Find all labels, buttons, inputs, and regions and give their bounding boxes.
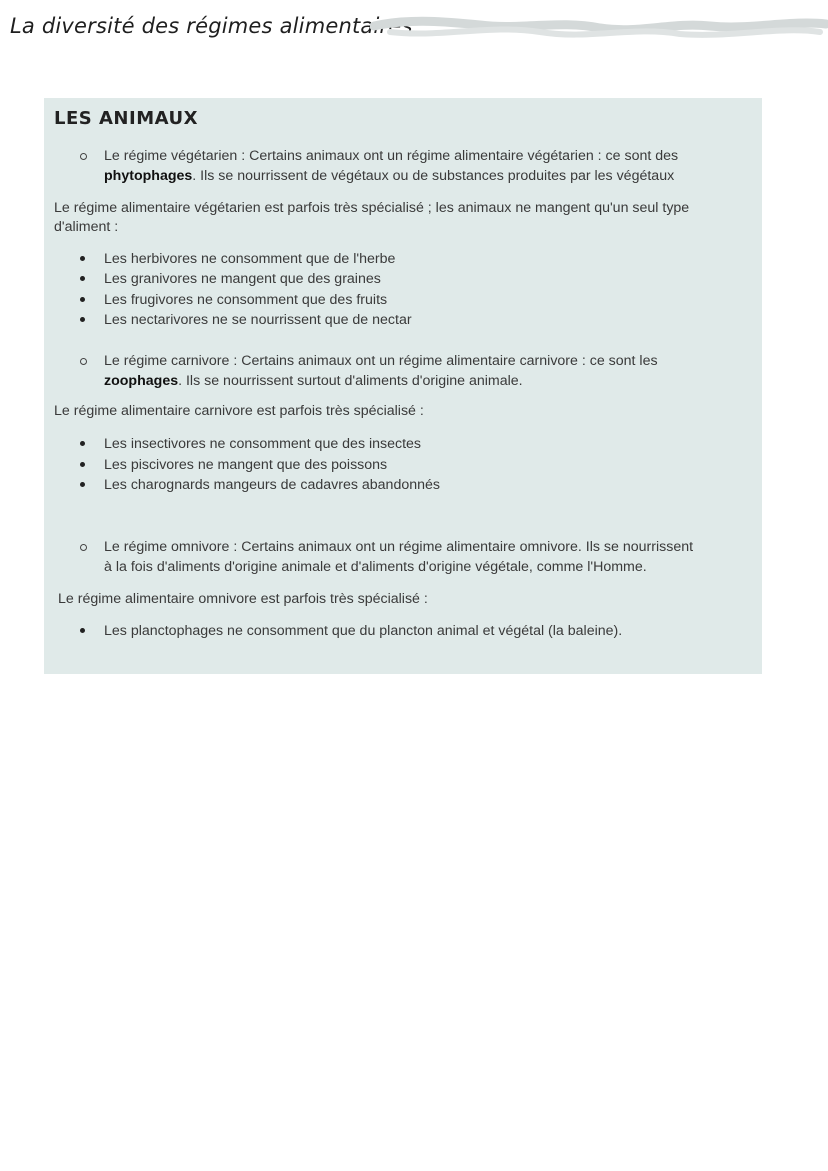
section-heading: LES ANIMAUX (54, 108, 198, 129)
carnivore-intro: Le régime carnivore : Certains animaux ont un régime alimentaire carnivore : ce sont les (104, 353, 658, 369)
vegetarien-intro: Le régime végétarien : Certains animaux ont un régime alimentaire végétarien : ce sont des (104, 148, 679, 164)
list-item: Les piscivores ne mangent que des poissons (104, 457, 388, 473)
list-item: Les charognards mangeurs de cadavres abandonnés (104, 477, 440, 493)
carnivore-intro-cont (104, 371, 523, 391)
bullet-icon (80, 462, 85, 467)
bullet-icon (80, 482, 85, 487)
circle-bullet-icon (80, 358, 87, 365)
decorative-brush-stroke (370, 12, 828, 46)
circle-bullet-icon (80, 544, 87, 551)
vegetarien-paragraph-cont: d'aliment : (54, 219, 119, 235)
omnivore-intro: Le régime omnivore : Certains animaux ont un régime alimentaire omnivore. Ils se nourrissent (104, 539, 694, 555)
vegetarien-paragraph: Le régime alimentaire végétarien est parfois très spécialisé ; les animaux ne mangent qu'un seul type (54, 200, 690, 216)
list-item: Les granivores ne mangent que des graines (104, 271, 381, 287)
term-phytophages: phytophages (104, 168, 193, 184)
omnivore-paragraph: Le régime alimentaire omnivore est parfois très spécialisé : (58, 591, 428, 607)
bullet-icon (80, 276, 85, 281)
bullet-icon (80, 441, 85, 446)
term-zoophages: zoophages (104, 373, 179, 389)
list-item: Les planctophages ne consomment que du plancton animal et végétal (la baleine). (104, 623, 623, 639)
bullet-icon (80, 317, 85, 322)
circle-bullet-icon (80, 153, 87, 160)
carnivore-intro-rest: . Ils se nourrissent surtout d'aliments d'origine animale. (178, 373, 523, 389)
list-item: Les insectivores ne consomment que des insectes (104, 436, 422, 452)
list-item: Les herbivores ne consomment que de l'herbe (104, 251, 396, 267)
bullet-icon (80, 256, 85, 261)
bullet-icon (80, 628, 85, 633)
list-item: Les nectarivores ne se nourrissent que de nectar (104, 312, 412, 328)
vegetarien-intro-cont (104, 166, 674, 186)
carnivore-paragraph: Le régime alimentaire carnivore est parfois très spécialisé : (54, 403, 424, 419)
vegetarien-intro-rest: . Ils se nourrissent de végétaux ou de substances produites par les végétaux (192, 168, 675, 184)
list-item: Les frugivores ne consomment que des fruits (104, 292, 388, 308)
page-title: La diversité des régimes alimentaires (10, 14, 413, 38)
omnivore-intro-cont: à la fois d'aliments d'origine animale et d'aliments d'origine végétale, comme l'Homme. (104, 559, 647, 575)
bullet-icon (80, 297, 85, 302)
